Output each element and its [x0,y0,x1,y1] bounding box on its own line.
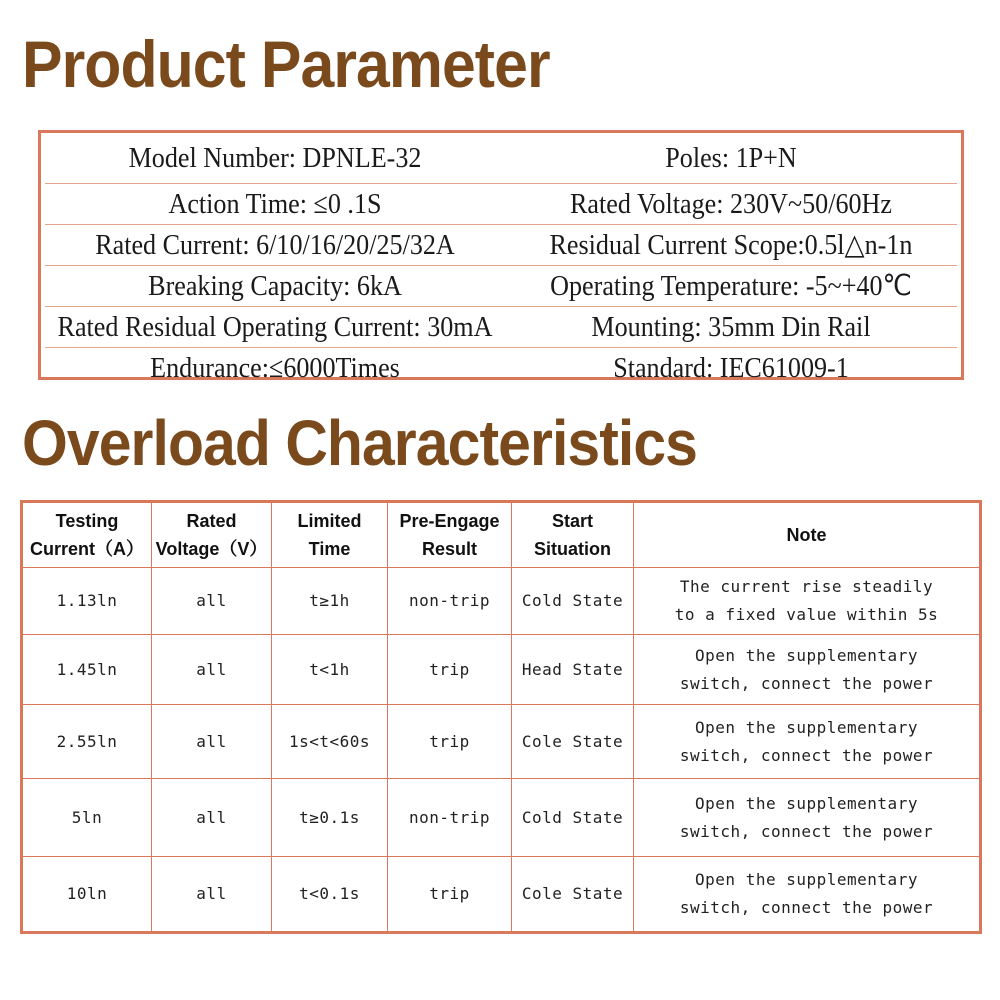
cell-rated-voltage: all [152,568,272,635]
cell-start-situation: Head State [512,635,634,705]
param-row [45,307,957,348]
param-endurance: Endurance:≤6000Times [150,351,400,384]
table-row [22,779,981,857]
cell-testing-current: 5ln [22,779,152,857]
header-pre-engage-result: Pre-Engage Result [388,502,512,568]
table-row [22,568,981,635]
header-testing-current: Testing Current（A） [22,502,152,568]
param-rated-current: Rated Current: 6/10/16/20/25/32A [95,228,455,261]
param-model-number: Model Number: DPNLE-32 [128,141,422,174]
cell-limited-time: t≥0.1s [272,779,388,857]
param-row [45,266,957,307]
cell-note: The current rise steadily to a fixed value within 5s [634,568,981,635]
param-row [45,225,957,266]
cell-start-situation: Cold State [512,568,634,635]
cell-limited-time: t≥1h [272,568,388,635]
header-limited-time: Limited Time [272,502,388,568]
cell-testing-current: 1.45ln [22,635,152,705]
param-mounting: Mounting: 35mm Din Rail [591,310,871,343]
cell-limited-time: t<0.1s [272,857,388,933]
param-row [45,133,957,184]
overload-characteristics-title: Overload Characteristics [22,407,697,479]
param-poles: Poles: 1P+N [665,141,797,174]
cell-start-situation: Cole State [512,705,634,779]
product-parameter-table [38,130,964,384]
param-breaking-capacity: Breaking Capacity: 6kA [148,269,402,302]
cell-note: Open the supplementary switch, connect the power [634,705,981,779]
header-rated-voltage: Rated Voltage（V） [152,502,272,568]
cell-testing-current: 10ln [22,857,152,933]
cell-limited-time: 1s<t<60s [272,705,388,779]
param-rated-residual-current: Rated Residual Operating Current: 30mA [57,310,493,343]
cell-pre-engage-result: trip [388,857,512,933]
cell-rated-voltage: all [152,779,272,857]
cell-note: Open the supplementary switch, connect the power [634,635,981,705]
product-parameter-title: Product Parameter [22,27,550,101]
param-operating-temperature: Operating Temperature: -5~+40℃ [550,269,912,302]
cell-pre-engage-result: trip [388,635,512,705]
cell-note: Open the supplementary switch, connect the power [634,857,981,933]
cell-note: Open the supplementary switch, connect the power [634,779,981,857]
param-row [45,348,957,388]
param-residual-current-scope: Residual Current Scope:0.5l△n-1n [549,228,913,261]
cell-pre-engage-result: non-trip [388,568,512,635]
table-row [22,635,981,705]
param-standard: Standard: IEC61009-1 [613,351,849,384]
cell-testing-current: 2.55ln [22,705,152,779]
param-action-time: Action Time: ≤0 .1S [168,187,382,220]
param-row [45,184,957,225]
header-note: Note [634,502,981,568]
cell-rated-voltage: all [152,635,272,705]
table-row [22,705,981,779]
table-header-row [22,502,981,568]
cell-rated-voltage: all [152,857,272,933]
cell-start-situation: Cole State [512,857,634,933]
param-rated-voltage: Rated Voltage: 230V~50/60Hz [570,187,892,220]
cell-rated-voltage: all [152,705,272,779]
cell-pre-engage-result: trip [388,705,512,779]
cell-start-situation: Cold State [512,779,634,857]
table-row [22,857,981,933]
header-start-situation: Start Situation [512,502,634,568]
cell-pre-engage-result: non-trip [388,779,512,857]
cell-testing-current: 1.13ln [22,568,152,635]
overload-characteristics-table [20,500,982,934]
cell-limited-time: t<1h [272,635,388,705]
